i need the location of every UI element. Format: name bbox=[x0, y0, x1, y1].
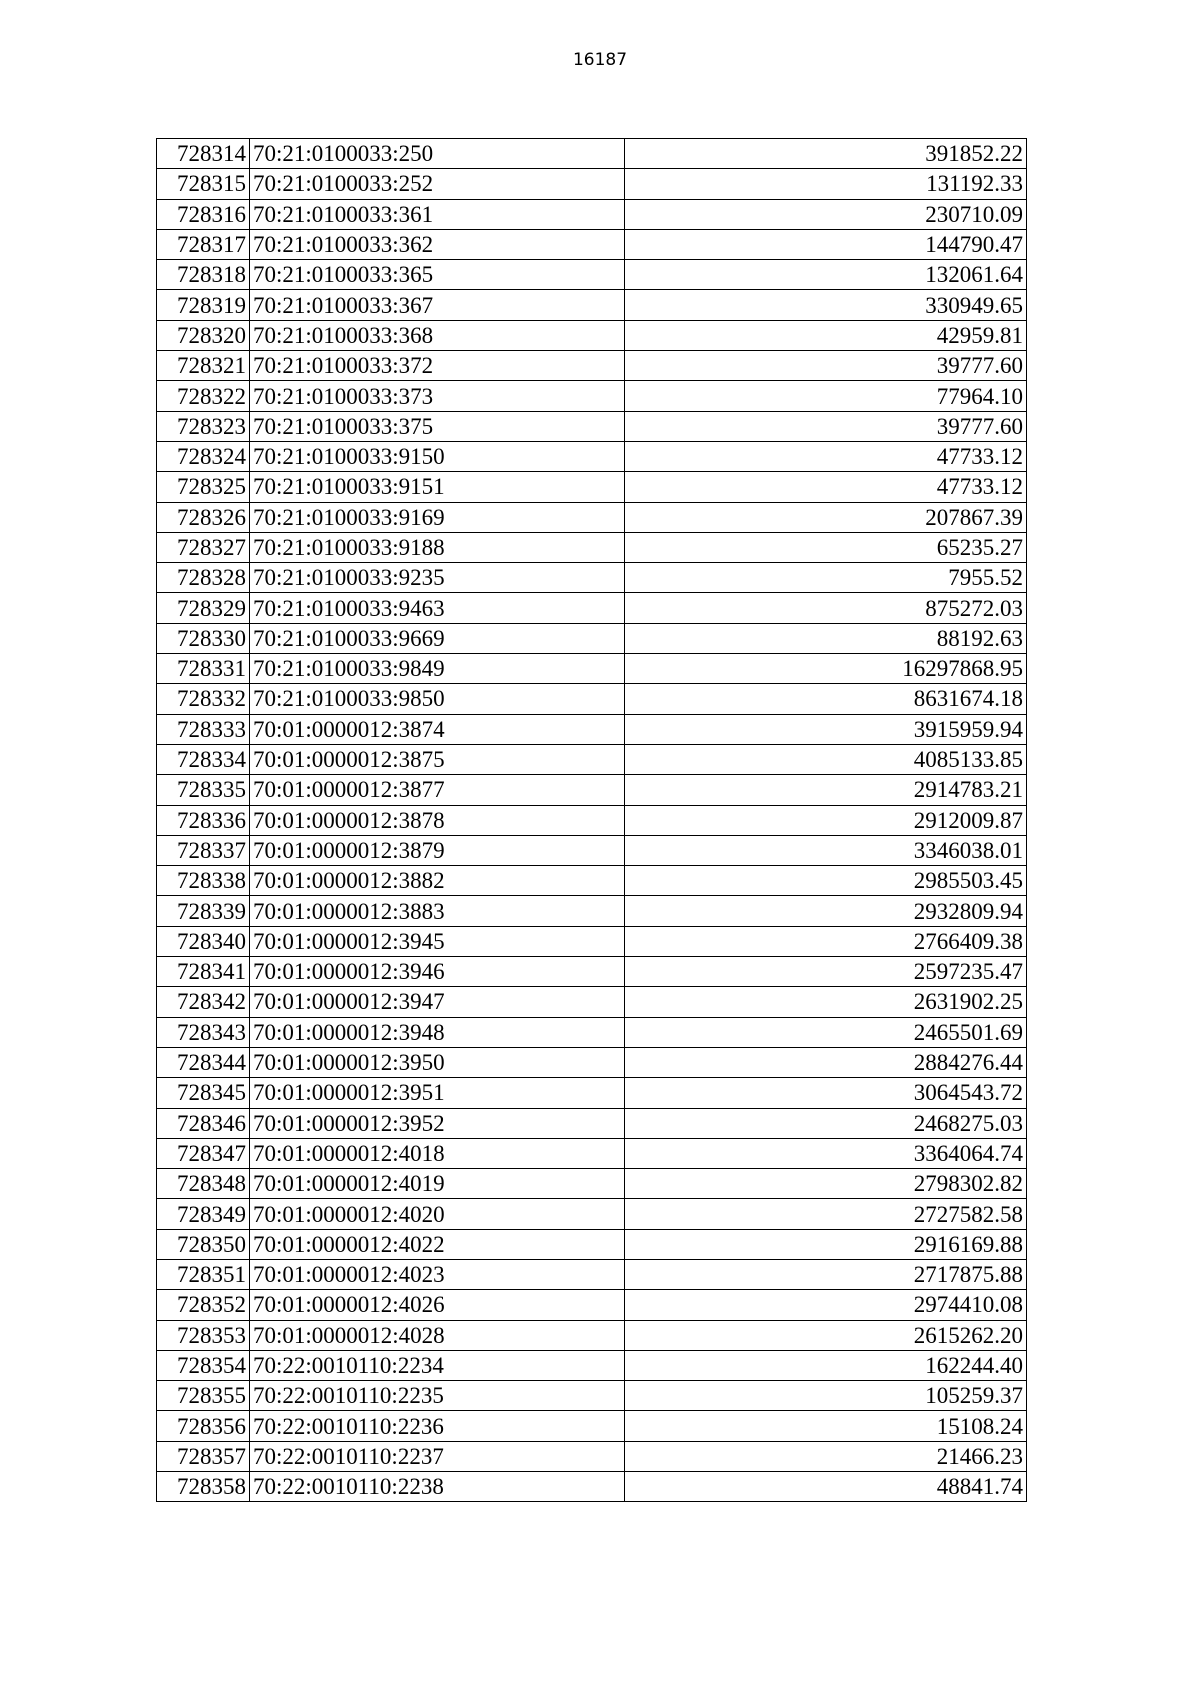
cadastral-number-cell: 70:21:0100033:9150 bbox=[250, 441, 625, 471]
row-number-cell: 728342 bbox=[157, 987, 250, 1017]
table-row bbox=[157, 199, 1027, 229]
table-row bbox=[157, 320, 1027, 350]
cadastral-number-cell: 70:01:0000012:3952 bbox=[250, 1108, 625, 1138]
cadastral-value-cell: 3364064.74 bbox=[625, 1138, 1027, 1168]
cadastral-number-cell: 70:21:0100033:250 bbox=[250, 139, 625, 169]
cadastral-number-cell: 70:01:0000012:3950 bbox=[250, 1047, 625, 1077]
cadastral-value-cell: 2631902.25 bbox=[625, 987, 1027, 1017]
table-row bbox=[157, 1441, 1027, 1471]
row-number-cell: 728343 bbox=[157, 1017, 250, 1047]
table-row bbox=[157, 532, 1027, 562]
cadastral-value-cell: 16297868.95 bbox=[625, 654, 1027, 684]
row-number-cell: 728332 bbox=[157, 684, 250, 714]
cadastral-number-cell: 70:01:0000012:3877 bbox=[250, 775, 625, 805]
row-number-cell: 728355 bbox=[157, 1381, 250, 1411]
table-row bbox=[157, 260, 1027, 290]
cadastral-number-cell: 70:21:0100033:372 bbox=[250, 351, 625, 381]
cadastral-value-table bbox=[156, 138, 1027, 1502]
row-number-cell: 728354 bbox=[157, 1350, 250, 1380]
cadastral-value-cell: 2798302.82 bbox=[625, 1169, 1027, 1199]
table-row bbox=[157, 866, 1027, 896]
row-number-cell: 728325 bbox=[157, 472, 250, 502]
row-number-cell: 728327 bbox=[157, 532, 250, 562]
table-row bbox=[157, 381, 1027, 411]
cadastral-value-cell: 2717875.88 bbox=[625, 1259, 1027, 1289]
cadastral-number-cell: 70:01:0000012:4026 bbox=[250, 1290, 625, 1320]
row-number-cell: 728320 bbox=[157, 320, 250, 350]
cadastral-number-cell: 70:01:0000012:3878 bbox=[250, 805, 625, 835]
cadastral-value-cell: 42959.81 bbox=[625, 320, 1027, 350]
cadastral-value-cell: 162244.40 bbox=[625, 1350, 1027, 1380]
cadastral-value-cell: 132061.64 bbox=[625, 260, 1027, 290]
cadastral-value-cell: 48841.74 bbox=[625, 1472, 1027, 1502]
table-row bbox=[157, 1350, 1027, 1380]
row-number-cell: 728331 bbox=[157, 654, 250, 684]
row-number-cell: 728341 bbox=[157, 957, 250, 987]
table-row bbox=[157, 744, 1027, 774]
cadastral-number-cell: 70:21:0100033:362 bbox=[250, 229, 625, 259]
cadastral-number-cell: 70:21:0100033:368 bbox=[250, 320, 625, 350]
cadastral-value-cell: 2974410.08 bbox=[625, 1290, 1027, 1320]
row-number-cell: 728338 bbox=[157, 866, 250, 896]
cadastral-number-cell: 70:21:0100033:9151 bbox=[250, 472, 625, 502]
cadastral-value-cell: 2727582.58 bbox=[625, 1199, 1027, 1229]
cadastral-value-cell: 15108.24 bbox=[625, 1411, 1027, 1441]
row-number-cell: 728349 bbox=[157, 1199, 250, 1229]
cadastral-number-cell: 70:21:0100033:361 bbox=[250, 199, 625, 229]
cadastral-number-cell: 70:22:0010110:2237 bbox=[250, 1441, 625, 1471]
table-row bbox=[157, 1259, 1027, 1289]
cadastral-value-cell: 2914783.21 bbox=[625, 775, 1027, 805]
cadastral-number-cell: 70:21:0100033:9850 bbox=[250, 684, 625, 714]
table-row bbox=[157, 472, 1027, 502]
row-number-cell: 728330 bbox=[157, 623, 250, 653]
cadastral-value-cell: 2912009.87 bbox=[625, 805, 1027, 835]
row-number-cell: 728317 bbox=[157, 229, 250, 259]
cadastral-value-cell: 77964.10 bbox=[625, 381, 1027, 411]
row-number-cell: 728318 bbox=[157, 260, 250, 290]
cadastral-number-cell: 70:01:0000012:4019 bbox=[250, 1169, 625, 1199]
cadastral-value-cell: 88192.63 bbox=[625, 623, 1027, 653]
cadastral-value-cell: 8631674.18 bbox=[625, 684, 1027, 714]
table-row bbox=[157, 290, 1027, 320]
page-number: 16187 bbox=[572, 50, 628, 70]
row-number-cell: 728316 bbox=[157, 199, 250, 229]
row-number-cell: 728336 bbox=[157, 805, 250, 835]
row-number-cell: 728333 bbox=[157, 714, 250, 744]
table-row bbox=[157, 502, 1027, 532]
cadastral-value-cell: 2615262.20 bbox=[625, 1320, 1027, 1350]
cadastral-value-cell: 105259.37 bbox=[625, 1381, 1027, 1411]
cadastral-value-cell: 39777.60 bbox=[625, 351, 1027, 381]
cadastral-value-cell: 2932809.94 bbox=[625, 896, 1027, 926]
cadastral-number-cell: 70:21:0100033:365 bbox=[250, 260, 625, 290]
row-number-cell: 728337 bbox=[157, 835, 250, 865]
row-number-cell: 728322 bbox=[157, 381, 250, 411]
table-row bbox=[157, 593, 1027, 623]
table-row bbox=[157, 1199, 1027, 1229]
table-row bbox=[157, 1472, 1027, 1502]
table-row bbox=[157, 926, 1027, 956]
row-number-cell: 728323 bbox=[157, 411, 250, 441]
cadastral-value-cell: 65235.27 bbox=[625, 532, 1027, 562]
cadastral-number-cell: 70:01:0000012:3947 bbox=[250, 987, 625, 1017]
cadastral-number-cell: 70:22:0010110:2236 bbox=[250, 1411, 625, 1441]
cadastral-number-cell: 70:21:0100033:9235 bbox=[250, 563, 625, 593]
cadastral-number-cell: 70:01:0000012:4018 bbox=[250, 1138, 625, 1168]
cadastral-number-cell: 70:22:0010110:2235 bbox=[250, 1381, 625, 1411]
table-row bbox=[157, 1411, 1027, 1441]
cadastral-number-cell: 70:01:0000012:4028 bbox=[250, 1320, 625, 1350]
cadastral-value-cell: 2597235.47 bbox=[625, 957, 1027, 987]
table-row bbox=[157, 441, 1027, 471]
row-number-cell: 728353 bbox=[157, 1320, 250, 1350]
table-body bbox=[157, 139, 1027, 1502]
cadastral-value-cell: 207867.39 bbox=[625, 502, 1027, 532]
table-row bbox=[157, 1381, 1027, 1411]
cadastral-value-cell: 47733.12 bbox=[625, 441, 1027, 471]
table-row bbox=[157, 1290, 1027, 1320]
row-number-cell: 728314 bbox=[157, 139, 250, 169]
row-number-cell: 728335 bbox=[157, 775, 250, 805]
row-number-cell: 728357 bbox=[157, 1441, 250, 1471]
row-number-cell: 728324 bbox=[157, 441, 250, 471]
cadastral-value-cell: 3915959.94 bbox=[625, 714, 1027, 744]
table-row bbox=[157, 1169, 1027, 1199]
cadastral-number-cell: 70:01:0000012:3875 bbox=[250, 744, 625, 774]
row-number-cell: 728329 bbox=[157, 593, 250, 623]
table-row bbox=[157, 1229, 1027, 1259]
table-row bbox=[157, 229, 1027, 259]
row-number-cell: 728348 bbox=[157, 1169, 250, 1199]
cadastral-value-cell: 330949.65 bbox=[625, 290, 1027, 320]
cadastral-value-cell: 131192.33 bbox=[625, 169, 1027, 199]
cadastral-value-cell: 230710.09 bbox=[625, 199, 1027, 229]
cadastral-value-cell: 4085133.85 bbox=[625, 744, 1027, 774]
table-row bbox=[157, 1047, 1027, 1077]
cadastral-number-cell: 70:01:0000012:3879 bbox=[250, 835, 625, 865]
cadastral-value-cell: 3346038.01 bbox=[625, 835, 1027, 865]
table-row bbox=[157, 1320, 1027, 1350]
row-number-cell: 728351 bbox=[157, 1259, 250, 1289]
row-number-cell: 728346 bbox=[157, 1108, 250, 1138]
row-number-cell: 728345 bbox=[157, 1078, 250, 1108]
cadastral-value-cell: 47733.12 bbox=[625, 472, 1027, 502]
table-row bbox=[157, 896, 1027, 926]
cadastral-value-cell: 39777.60 bbox=[625, 411, 1027, 441]
cadastral-number-cell: 70:22:0010110:2234 bbox=[250, 1350, 625, 1380]
cadastral-value-cell: 144790.47 bbox=[625, 229, 1027, 259]
cadastral-number-cell: 70:21:0100033:9463 bbox=[250, 593, 625, 623]
cadastral-value-cell: 875272.03 bbox=[625, 593, 1027, 623]
cadastral-number-cell: 70:21:0100033:9188 bbox=[250, 532, 625, 562]
table-row bbox=[157, 805, 1027, 835]
cadastral-number-cell: 70:01:0000012:4022 bbox=[250, 1229, 625, 1259]
row-number-cell: 728326 bbox=[157, 502, 250, 532]
table-row bbox=[157, 563, 1027, 593]
cadastral-number-cell: 70:01:0000012:3883 bbox=[250, 896, 625, 926]
cadastral-value-cell: 2916169.88 bbox=[625, 1229, 1027, 1259]
table-row bbox=[157, 1078, 1027, 1108]
table-row bbox=[157, 1138, 1027, 1168]
table-row bbox=[157, 775, 1027, 805]
cadastral-value-cell: 2465501.69 bbox=[625, 1017, 1027, 1047]
row-number-cell: 728358 bbox=[157, 1472, 250, 1502]
cadastral-value-cell: 7955.52 bbox=[625, 563, 1027, 593]
cadastral-value-cell: 2985503.45 bbox=[625, 866, 1027, 896]
cadastral-number-cell: 70:22:0010110:2238 bbox=[250, 1472, 625, 1502]
cadastral-number-cell: 70:01:0000012:3945 bbox=[250, 926, 625, 956]
cadastral-value-cell: 21466.23 bbox=[625, 1441, 1027, 1471]
cadastral-number-cell: 70:01:0000012:4023 bbox=[250, 1259, 625, 1289]
table-row bbox=[157, 169, 1027, 199]
row-number-cell: 728321 bbox=[157, 351, 250, 381]
table-row bbox=[157, 351, 1027, 381]
table-row bbox=[157, 957, 1027, 987]
table-row bbox=[157, 987, 1027, 1017]
table-row bbox=[157, 139, 1027, 169]
row-number-cell: 728356 bbox=[157, 1411, 250, 1441]
table-row bbox=[157, 1017, 1027, 1047]
table-row bbox=[157, 1108, 1027, 1138]
cadastral-number-cell: 70:21:0100033:252 bbox=[250, 169, 625, 199]
cadastral-number-cell: 70:21:0100033:9169 bbox=[250, 502, 625, 532]
cadastral-number-cell: 70:01:0000012:3882 bbox=[250, 866, 625, 896]
cadastral-number-cell: 70:01:0000012:4020 bbox=[250, 1199, 625, 1229]
table-row bbox=[157, 684, 1027, 714]
row-number-cell: 728350 bbox=[157, 1229, 250, 1259]
cadastral-value-cell: 2468275.03 bbox=[625, 1108, 1027, 1138]
cadastral-number-cell: 70:01:0000012:3948 bbox=[250, 1017, 625, 1047]
table-row bbox=[157, 714, 1027, 744]
row-number-cell: 728352 bbox=[157, 1290, 250, 1320]
row-number-cell: 728319 bbox=[157, 290, 250, 320]
row-number-cell: 728328 bbox=[157, 563, 250, 593]
cadastral-number-cell: 70:01:0000012:3874 bbox=[250, 714, 625, 744]
row-number-cell: 728315 bbox=[157, 169, 250, 199]
table-row bbox=[157, 411, 1027, 441]
cadastral-number-cell: 70:21:0100033:367 bbox=[250, 290, 625, 320]
table-row bbox=[157, 623, 1027, 653]
cadastral-number-cell: 70:21:0100033:375 bbox=[250, 411, 625, 441]
table-row bbox=[157, 835, 1027, 865]
table-row bbox=[157, 654, 1027, 684]
row-number-cell: 728347 bbox=[157, 1138, 250, 1168]
row-number-cell: 728334 bbox=[157, 744, 250, 774]
cadastral-number-cell: 70:21:0100033:373 bbox=[250, 381, 625, 411]
cadastral-number-cell: 70:21:0100033:9669 bbox=[250, 623, 625, 653]
row-number-cell: 728339 bbox=[157, 896, 250, 926]
cadastral-value-cell: 3064543.72 bbox=[625, 1078, 1027, 1108]
cadastral-value-cell: 391852.22 bbox=[625, 139, 1027, 169]
row-number-cell: 728344 bbox=[157, 1047, 250, 1077]
cadastral-number-cell: 70:01:0000012:3951 bbox=[250, 1078, 625, 1108]
row-number-cell: 728340 bbox=[157, 926, 250, 956]
cadastral-value-cell: 2766409.38 bbox=[625, 926, 1027, 956]
cadastral-number-cell: 70:01:0000012:3946 bbox=[250, 957, 625, 987]
cadastral-number-cell: 70:21:0100033:9849 bbox=[250, 654, 625, 684]
cadastral-value-cell: 2884276.44 bbox=[625, 1047, 1027, 1077]
